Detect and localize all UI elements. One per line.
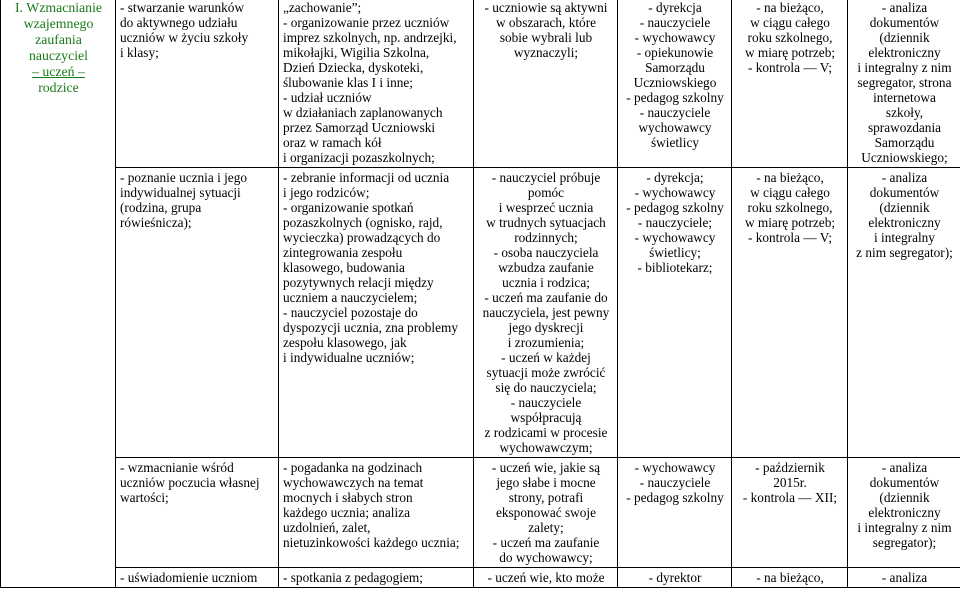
- results-line: - uczeń wie, kto może: [487, 570, 605, 585]
- evaluation-line: elektroniczny: [868, 45, 941, 60]
- goal-line: uczniów poczucia własnej: [120, 475, 260, 490]
- results-line: - nauczyciel próbuje: [491, 170, 601, 185]
- results-line: ucznia i rodzica;: [502, 275, 590, 290]
- term-cell: [732, 568, 848, 588]
- tasks-line: - spotkania z pedagogiem;: [283, 570, 423, 585]
- results-cell: [474, 168, 618, 458]
- results-line: - osoba nauczyciela: [493, 245, 599, 260]
- results-line: w obszarach, które: [495, 15, 597, 30]
- term-line: w miarę potrzeb;: [744, 215, 836, 230]
- tasks-line: „zachowanie”;: [283, 0, 362, 15]
- results-line: jego dyskrecji: [508, 320, 584, 335]
- results-line: - uczeń ma zaufanie do: [484, 290, 608, 305]
- term-line: 2015r.: [773, 475, 807, 490]
- evaluation-line: segregator, strona: [857, 75, 952, 90]
- responsible-line: - bibliotekarz;: [637, 260, 713, 275]
- goal-line: wartości;: [120, 490, 169, 505]
- goal-line: do aktywnego udziału: [120, 15, 238, 30]
- evaluation-line: (dziennik: [879, 490, 930, 505]
- goal-cell: [116, 168, 279, 458]
- tasks-line: i jego rodziców;: [283, 185, 370, 200]
- goal-line: (rodzina, grupa: [120, 200, 202, 215]
- results-line: pomóc: [527, 185, 565, 200]
- section-title-line: wzajemnego: [23, 16, 94, 31]
- evaluation-line: dokumentów: [869, 15, 940, 30]
- results-line: rodzinnych;: [514, 230, 578, 245]
- responsible-line: Uczniowskiego: [633, 75, 717, 90]
- results-cell: [474, 0, 618, 168]
- results-line: - uczeń w każdej: [501, 350, 591, 365]
- term-line: - październik: [755, 460, 825, 475]
- goal-cell: [116, 568, 279, 588]
- goal-line: - poznanie ucznia i jego: [120, 170, 248, 185]
- table-row: [1, 0, 960, 168]
- tasks-cell: [279, 168, 474, 458]
- results-line: strony, potrafi: [508, 490, 584, 505]
- section-title-line: rodzice: [38, 80, 79, 95]
- responsible-line: - nauczyciele: [639, 475, 711, 490]
- tasks-line: zintegrowania zespołu: [283, 245, 403, 260]
- tasks-line: - organizowanie spotkań: [283, 200, 414, 215]
- tasks-line: imprez szkolnych, np. andrzejki,: [283, 30, 457, 45]
- term-line: w miarę potrzeb;: [744, 45, 836, 60]
- results-line: - uczeń ma zaufanie: [492, 535, 600, 550]
- goal-line: i klasy;: [120, 45, 159, 60]
- goal-line: rówieśnicza);: [120, 215, 192, 230]
- evaluation-line: i integralny z nim: [857, 60, 952, 75]
- results-cell: [474, 458, 618, 568]
- term-line: roku szkolnego,: [747, 30, 833, 45]
- responsible-line: - dyrektor: [648, 570, 702, 585]
- responsible-line: - dyrekcja;: [646, 170, 704, 185]
- goal-cell: [116, 0, 279, 168]
- evaluation-line: - analiza: [881, 570, 928, 585]
- responsible-line: świetlicy: [650, 135, 699, 150]
- goal-line: - stwarzanie warunków: [120, 0, 245, 15]
- results-line: jego słabe i mocne: [496, 475, 596, 490]
- tasks-line: uczniem a nauczycielem;: [283, 290, 418, 305]
- responsible-line: - pedagog szkolny: [626, 200, 724, 215]
- evaluation-cell: [848, 568, 960, 588]
- results-line: sytuacji może zwrócić: [486, 365, 606, 380]
- tasks-line: mocnych i słabych stron: [283, 490, 413, 505]
- responsible-line: - wychowawcy: [634, 185, 716, 200]
- evaluation-line: - analiza: [881, 460, 928, 475]
- evaluation-line: dokumentów: [869, 475, 940, 490]
- evaluation-cell: [848, 0, 960, 168]
- tasks-line: w działaniach zaplanowanych: [283, 105, 443, 120]
- responsible-line: Samorządu: [645, 60, 705, 75]
- tasks-line: przez Samorząd Uczniowski: [283, 120, 436, 135]
- tasks-line: zespołu klasowego, jak: [283, 335, 407, 350]
- results-line: nauczyciela, jest pewny: [482, 305, 610, 320]
- results-line: w trudnych sytuacjach: [486, 215, 606, 230]
- responsible-line: - wychowawcy: [634, 30, 716, 45]
- results-line: do wychowawcy;: [499, 550, 593, 565]
- responsible-line: - pedagog szkolny: [626, 90, 724, 105]
- evaluation-line: elektroniczny: [868, 505, 941, 520]
- tasks-line: - pogadanka na godzinach: [283, 460, 423, 475]
- tasks-line: - udział uczniów: [283, 90, 372, 105]
- tasks-line: i organizacji pozaszkolnych;: [283, 150, 435, 165]
- responsible-cell: [618, 568, 732, 588]
- term-cell: [732, 168, 848, 458]
- section-title-cell: [1, 0, 116, 588]
- tasks-line: dyspozycji ucznia, zna problemy: [283, 320, 459, 335]
- results-line: wzbudza zaufanie: [498, 260, 594, 275]
- table-row: [1, 168, 960, 458]
- evaluation-cell: [848, 168, 960, 458]
- term-line: - kontrola — XII;: [742, 490, 838, 505]
- goal-line: - uświadomienie uczniom: [120, 570, 258, 585]
- goal-cell: [116, 458, 279, 568]
- evaluation-cell: [848, 458, 960, 568]
- evaluation-line: - analiza: [881, 0, 928, 15]
- evaluation-line: szkoły,: [885, 105, 924, 120]
- responsible-cell: [618, 458, 732, 568]
- responsible-line: - opiekunowie: [636, 45, 714, 60]
- evaluation-line: i integralny: [874, 230, 935, 245]
- tasks-line: pozytywnych relacji między: [283, 275, 434, 290]
- results-line: z rodzicami w procesie: [484, 425, 608, 440]
- tasks-line: - organizowanie przez uczniów: [283, 15, 450, 30]
- results-line: sobie wybrali lub: [499, 30, 593, 45]
- responsible-cell: [618, 0, 732, 168]
- responsible-line: - nauczyciele: [639, 105, 711, 120]
- section-title-line: nauczyciel: [29, 48, 88, 63]
- results-line: i zrozumienia;: [507, 335, 585, 350]
- results-line: wyznaczyli;: [513, 45, 579, 60]
- responsible-line: - pedagog szkolny: [626, 490, 724, 505]
- term-cell: [732, 0, 848, 168]
- tasks-cell: [279, 0, 474, 168]
- tasks-line: Dzień Dziecka, dyskoteki,: [283, 60, 424, 75]
- responsible-line: - dyrekcja: [648, 0, 702, 15]
- tasks-line: pozaszkolnych (ognisko, rajd,: [283, 215, 443, 230]
- results-line: eksponować swoje: [495, 505, 597, 520]
- evaluation-line: (dziennik: [879, 30, 930, 45]
- term-line: - kontrola — V;: [747, 230, 833, 245]
- responsible-line: świetlicy;: [649, 245, 701, 260]
- evaluation-line: elektroniczny: [868, 215, 941, 230]
- evaluation-line: internetowa: [873, 90, 936, 105]
- table-row: [1, 458, 960, 568]
- goal-line: - wzmacnianie wśród: [120, 460, 234, 475]
- tasks-line: nietuzinkowości każdego ucznia;: [283, 535, 460, 550]
- responsible-cell: [618, 168, 732, 458]
- tasks-line: - zebranie informacji od ucznia: [283, 170, 450, 185]
- table-row: [1, 568, 960, 588]
- tasks-line: klasowego, budowania: [283, 260, 405, 275]
- results-line: - nauczyciele: [510, 395, 582, 410]
- term-line: - na bieżąco,: [756, 0, 824, 15]
- term-line: roku szkolnego,: [747, 200, 833, 215]
- results-line: się do nauczyciela;: [495, 380, 597, 395]
- results-line: współpracują: [510, 410, 582, 425]
- section-title-line: I. Wzmacnianie: [14, 0, 103, 15]
- responsible-line: - wychowawcy: [634, 460, 716, 475]
- evaluation-line: sprawozdania: [867, 120, 942, 135]
- goal-line: uczniów w życiu szkoły: [120, 30, 249, 45]
- evaluation-line: Samorządu: [874, 135, 935, 150]
- responsible-line: - wychowawcy: [634, 230, 716, 245]
- responsible-line: wychowawcy: [638, 120, 712, 135]
- term-line: - na bieżąco,: [756, 570, 824, 585]
- responsible-line: - nauczyciele: [639, 15, 711, 30]
- results-cell: [474, 568, 618, 588]
- results-line: - uczeń wie, jakie są: [491, 460, 601, 475]
- tasks-line: oraz w ramach kół: [283, 135, 382, 150]
- results-line: zalety;: [528, 520, 564, 535]
- evaluation-line: (dziennik: [879, 200, 930, 215]
- section-title-line: zaufania: [35, 32, 82, 47]
- tasks-line: każdego ucznia; analiza: [283, 505, 410, 520]
- evaluation-line: segregator);: [872, 535, 937, 550]
- tasks-cell: [279, 568, 474, 588]
- evaluation-line: dokumentów: [869, 185, 940, 200]
- evaluation-line: - analiza: [881, 170, 928, 185]
- tasks-line: mikołajki, Wigilia Szkolna,: [283, 45, 430, 60]
- evaluation-line: i integralny z nim: [857, 520, 952, 535]
- tasks-cell: [279, 458, 474, 568]
- term-line: - na bieżąco,: [756, 170, 824, 185]
- term-line: - kontrola — V;: [747, 60, 833, 75]
- evaluation-line: z nim segregator);: [856, 245, 953, 260]
- tasks-line: i indywidualne uczniów;: [283, 350, 415, 365]
- tasks-line: wychowawczych na temat: [283, 475, 424, 490]
- goal-line: indywidualnej sytuacji: [120, 185, 241, 200]
- term-line: w ciągu całego: [750, 185, 830, 200]
- term-cell: [732, 458, 848, 568]
- evaluation-line: Uczniowskiego;: [861, 150, 948, 165]
- results-line: - uczniowie są aktywni: [484, 0, 608, 15]
- results-line: i wesprzeć ucznia: [498, 200, 594, 215]
- tasks-line: - nauczyciel pozostaje do: [283, 305, 418, 320]
- tasks-line: ślubowanie klas I i inne;: [283, 75, 413, 90]
- term-line: w ciągu całego: [750, 15, 830, 30]
- tasks-line: uzdolnień, zalet,: [283, 520, 371, 535]
- responsible-line: - nauczyciele;: [637, 215, 713, 230]
- tasks-line: wycieczka) prowadzących do: [283, 230, 441, 245]
- section-title-line: – uczeń –: [32, 64, 85, 79]
- results-line: wychowawczym;: [499, 440, 593, 455]
